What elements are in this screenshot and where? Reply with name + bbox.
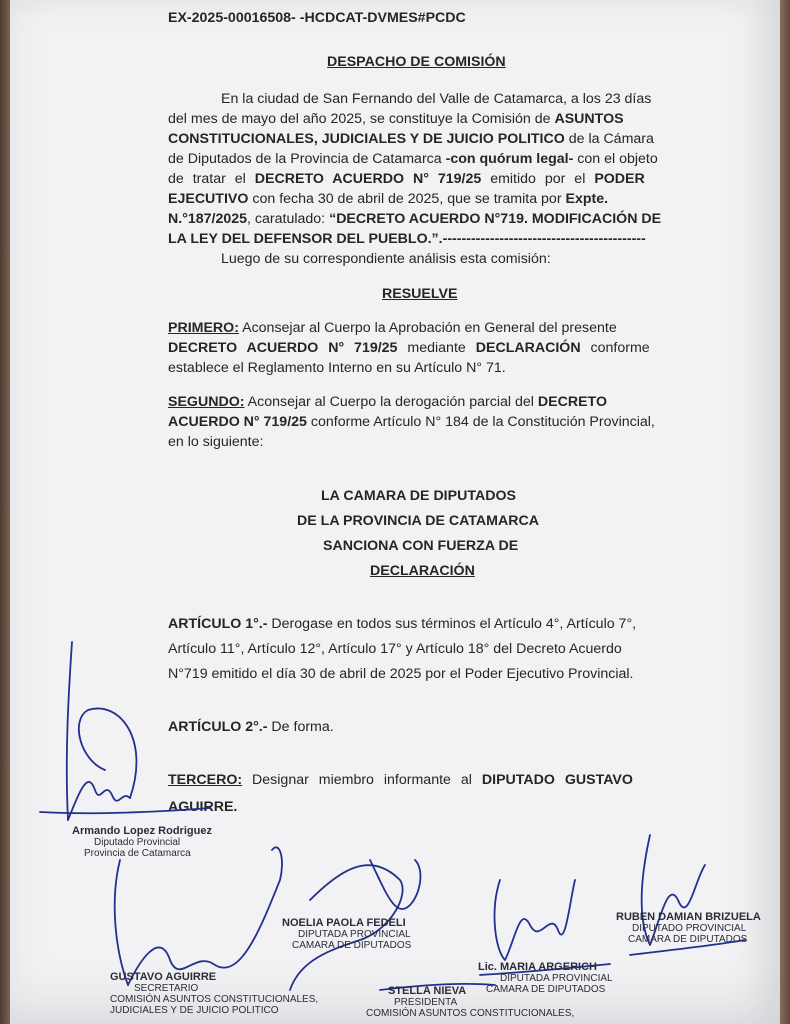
tercero-line: AGUIRRE.	[168, 799, 238, 815]
segundo-line: ACUERDO N° 719/25 conforme Artículo N° 184 de la Constitución Provincial,	[168, 414, 655, 430]
intro-line: LA LEY DEL DEFENSOR DEL PUEBLO.”.-------------------------------------------	[168, 231, 646, 247]
sanciona-line: LA CAMARA DE DIPUTADOS	[321, 488, 516, 504]
articulo-line: Artículo 11°, Artículo 12°, Artículo 17° y Artículo 18° del Decreto Acuerdo	[168, 641, 622, 657]
signature-stamp-lopez: Armando Lopez Rodriguez Diputado Provincial Provincia de Catamarca	[72, 825, 212, 859]
articulo-2: ARTÍCULO 2°.- De forma.	[168, 719, 334, 735]
intro-line: de Diputados de la Provincia de Catamarca -con quórum legal- con el objeto	[168, 151, 658, 167]
intro-line: Luego de su correspondiente análisis esta comisión:	[221, 251, 551, 267]
articulo-line: N°719 emitido el día 30 de abril de 2025 por el Poder Ejecutivo Provincial.	[168, 666, 634, 682]
intro-line: CONSTITUCIONALES, JUDICIALES Y DE JUICIO POLITICO de la Cámara	[168, 131, 654, 147]
signature-stamp-nieva: STELLA NIEVA PRESIDENTA COMISIÓN ASUNTOS CONSTITUCIONALES,	[366, 985, 575, 1019]
intro-line: N.°187/2025, caratulado: “DECRETO ACUERDO N°719. MODIFICACIÓN DE	[168, 211, 662, 227]
signature-stamp-aguirre: GUSTAVO AGUIRRE SECRETARIO COMISIÓN ASUNTOS CONSTITUCIONALES, JUDICIALES Y DE JUICIO POLITICO	[110, 971, 319, 1016]
intro-line: En la ciudad de San Fernando del Valle de Catamarca, a los 23 días	[221, 91, 652, 107]
primero-line: DECRETO ACUERDO N° 719/25 mediante DECLARACIÓN conforme	[168, 340, 650, 356]
signature-stamp-argerich: Lic. MARIA ARGERICH DIPUTADA PROVINCIAL CAMARA DE DIPUTADOS	[478, 961, 613, 995]
intro-line: EJECUTIVO con fecha 30 de abril de 2025, que se tramita por Expte.	[168, 191, 609, 207]
document-page	[10, 0, 780, 1024]
segundo-line: SEGUNDO: Aconsejar al Cuerpo la derogación parcial del DECRETO	[168, 394, 607, 410]
primero-line: establece el Reglamento Interno en su Artículo N° 71.	[168, 360, 506, 376]
expediente-number: EX-2025-00016508- -HCDCAT-DVMES#PCDC	[168, 10, 466, 26]
signature-stamp-brizuela: RUBEN DAMIAN BRIZUELA DIPUTADO PROVINCIAL CAMARA DE DIPUTADOS	[616, 911, 761, 945]
declaracion-heading: DECLARACIÓN	[370, 563, 475, 579]
intro-line: de tratar el DECRETO ACUERDO N° 719/25 emitido por el PODER	[168, 171, 645, 187]
resuelve-heading: RESUELVE	[382, 286, 458, 302]
background-edge-left	[0, 0, 10, 1024]
document-title: DESPACHO DE COMISIÓN	[327, 54, 506, 70]
intro-line: del mes de mayo del año 2025, se constituye la Comisión de ASUNTOS	[168, 111, 624, 127]
sanciona-line: SANCIONA CON FUERZA DE	[323, 538, 519, 554]
articulo-line: ARTÍCULO 1°.- Derogase en todos sus términos el Artículo 4°, Artículo 7°,	[168, 616, 637, 632]
signature-stamp-fedeli: NOELIA PAOLA FEDELI DIPUTADA PROVINCIAL CAMARA DE DIPUTADOS	[282, 917, 412, 951]
signature-ink	[10, 0, 780, 1024]
sanciona-line: DE LA PROVINCIA DE CATAMARCA	[297, 513, 539, 529]
tercero-line: TERCERO: Designar miembro informante al DIPUTADO GUSTAVO	[168, 772, 633, 788]
primero-line: PRIMERO: Aconsejar al Cuerpo la Aprobación en General del presente	[168, 320, 617, 336]
segundo-line: en lo siguiente:	[168, 434, 264, 450]
